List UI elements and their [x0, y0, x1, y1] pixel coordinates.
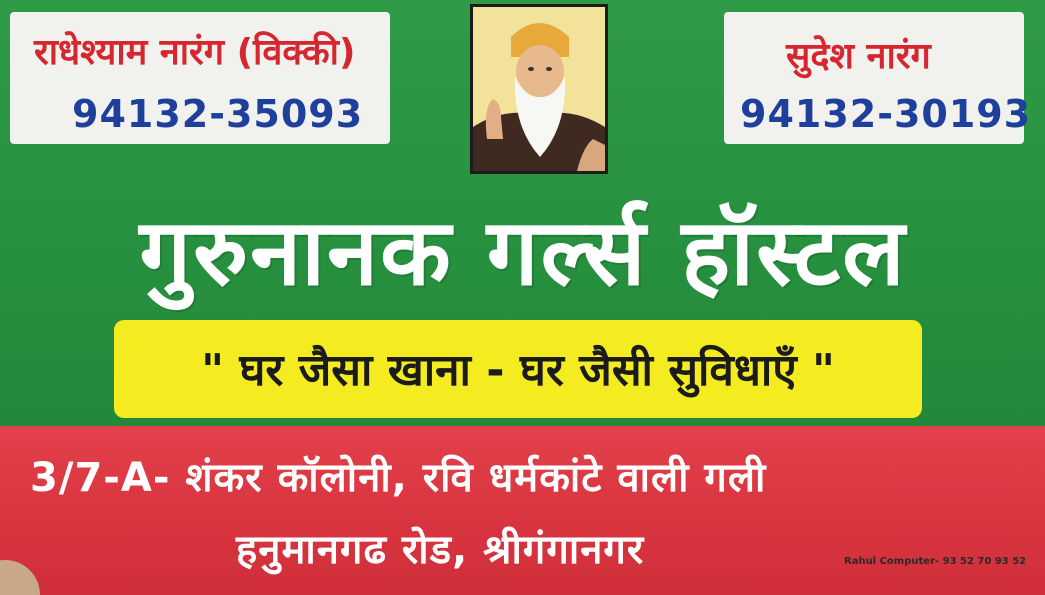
- address-line-1: 3/7-A- शंकर कॉलोनी, रवि धर्मकांटे वाली गली: [30, 455, 767, 501]
- portrait-illustration: [473, 7, 605, 171]
- hostel-title: गुरुनानक गर्ल्स हॉस्टल: [139, 199, 907, 306]
- right-owner-phone: 94132-30193: [740, 92, 1032, 136]
- address-line-2: हनुमानगढ रोड, श्रीगंगानगर: [236, 527, 645, 573]
- slogan-text: " घर जैसा खाना - घर जैसी सुविधाएँ ": [201, 345, 835, 396]
- left-owner-phone: 94132-35093: [72, 92, 364, 136]
- printer-credit: Rahul Computer- 93 52 70 93 52: [844, 556, 1027, 567]
- right-owner-name: सुदेश नारंग: [786, 36, 931, 77]
- left-owner-name: राधेश्याम नारंग (विक्की): [34, 32, 356, 73]
- guru-portrait-icon: [470, 4, 608, 174]
- slogan-banner: [114, 320, 922, 418]
